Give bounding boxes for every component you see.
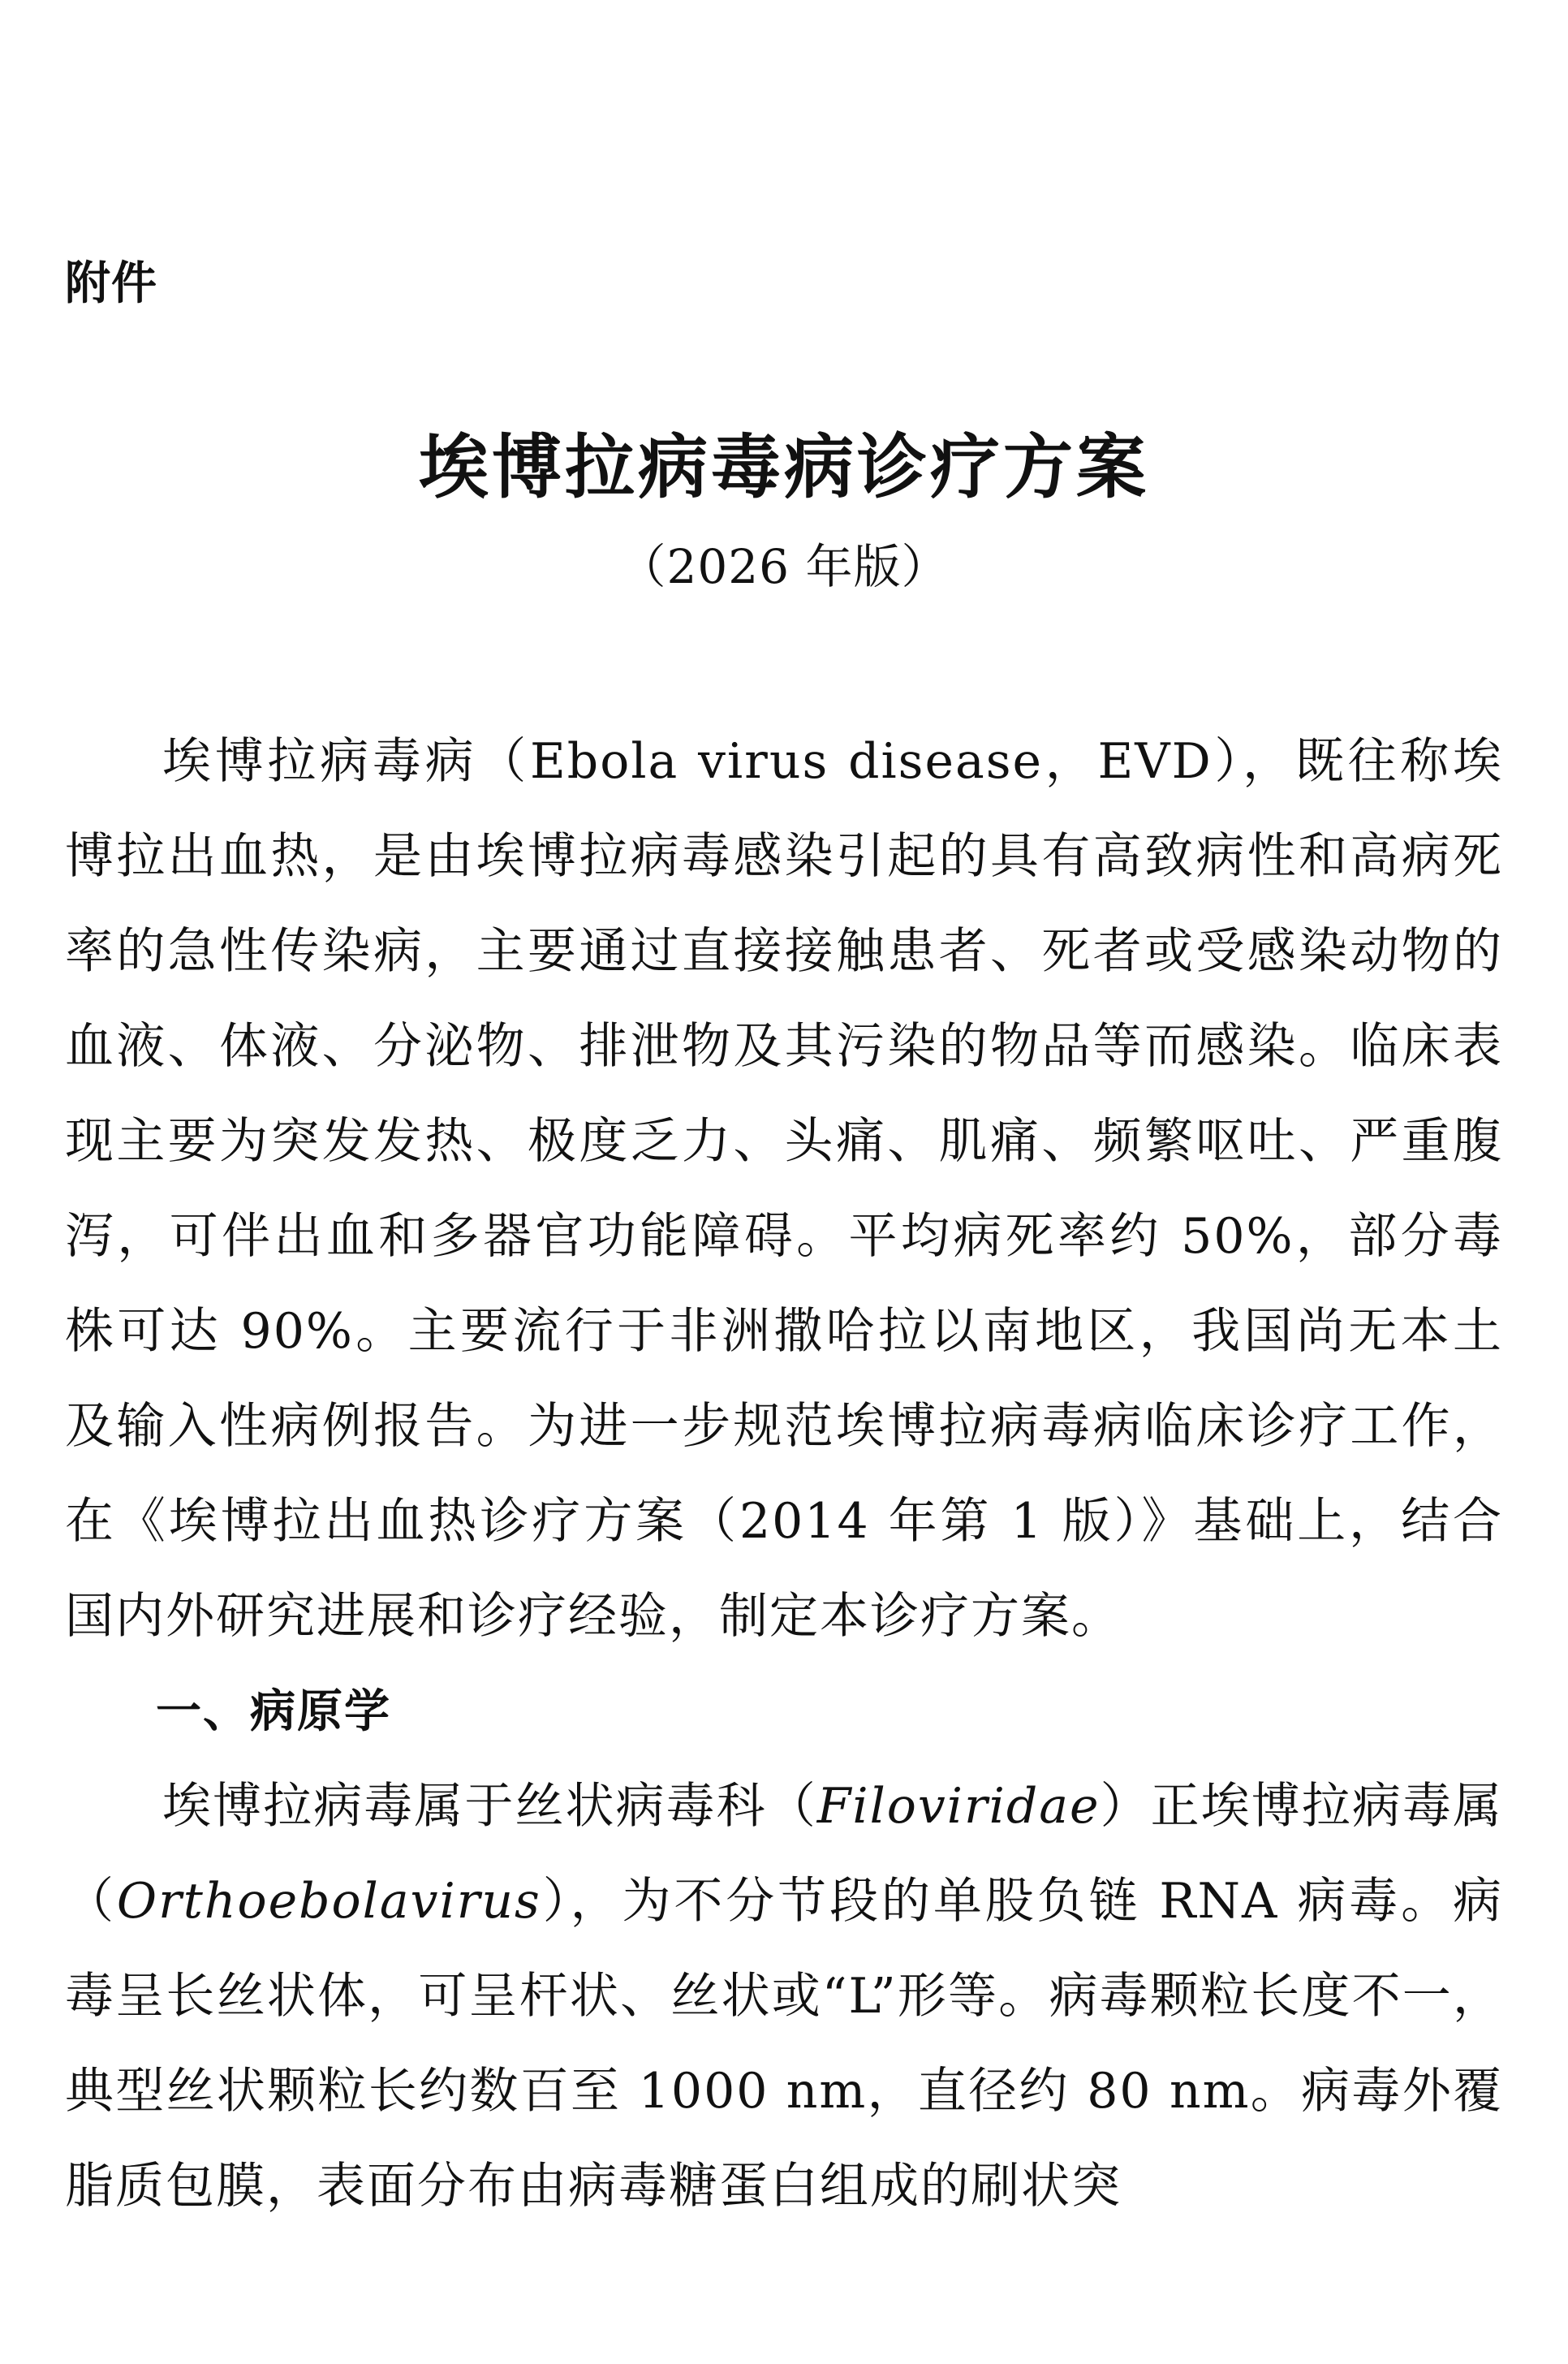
- document-title: 埃博拉病毒病诊疗方案: [419, 426, 1149, 508]
- document-body: [65, 714, 1503, 2234]
- document-subtitle: （2026 年版）: [618, 539, 950, 594]
- attachment-label: 附件: [65, 257, 157, 310]
- etiology-text-part-3: ），为不分节段的单股负链 RNA 病毒。病毒呈长丝状体，可呈杆状、丝状或“L”形等。病毒颗粒长度不一，典型丝状颗粒长约数百至 1000 nm，直径约 80 nm。病毒外覆脂质包膜，表面分布由病毒糖蛋白组成的刷状突: [65, 1873, 1503, 2215]
- intro-paragraph: 埃博拉病毒病（Ebola virus disease，EVD），既往称埃博拉出血热，是由埃博拉病毒感染引起的具有高致病性和高病死率的急性传染病，主要通过直接接触患者、死者或受感染动物的血液、体液、分泌物、排泄物及其污染的物品等而感染。临床表现主要为突发发热、极度乏力、头痛、肌痛、频繁呕吐、严重腹泻，可伴出血和多器官功能障碍。平均病死率约 50%，部分毒株可达 90%。主要流行于非洲撒哈拉以南地区，我国尚无本土及输入性病例报告。为进一步规范埃博拉病毒病临床诊疗工作，在《埃博拉出血热诊疗方案（2014 年第 1 版）》基础上，结合国内外研究进展和诊疗经验，制定本诊疗方案。: [65, 733, 1503, 1645]
- family-name-italic: Filoviridae: [816, 1778, 1101, 1835]
- etiology-text-part-1: 埃博拉病毒属于丝状病毒科（: [162, 1778, 817, 1835]
- section-heading-etiology: 一、病原学: [156, 1685, 391, 1738]
- genus-name-italic: Orthoebolavirus: [116, 1873, 541, 1930]
- etiology-paragraph: [65, 1759, 1503, 2234]
- etiology-text-part-2: ）正埃博拉病毒属（: [65, 1778, 1504, 1930]
